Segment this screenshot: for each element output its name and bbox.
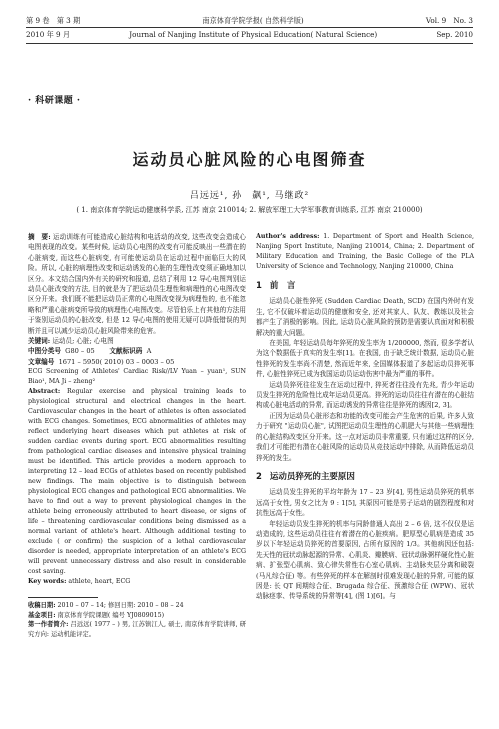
intro-paragraph-2: 在美国, 年轻运动员每年猝死的发生率为 1/200000, 然而, 很多学者认为这个数据低于真实的发生率[1]。在我国, 由于缺乏统计数据, 运动员心脏性猝死的发生率尚不清楚, 然而近年来, 全国媒体报道了多起运动员猝死事件, 心脏性猝死已成为我国运动员运动伤害中最为严重的事件。 xyxy=(256,339,474,379)
fund-label: 基金项目: xyxy=(28,611,56,619)
date-cn: 2010 年 9 月 xyxy=(26,30,71,39)
header-row-top xyxy=(26,16,473,26)
running-header xyxy=(26,16,473,46)
doccode-value: A xyxy=(146,347,152,356)
right-column xyxy=(256,232,474,602)
first-author-bio xyxy=(28,620,246,639)
footnote-rule xyxy=(28,597,98,598)
intro-paragraph-3: 运动员猝死往往发生在运动过程中, 猝死者往往没有先兆, 青少年运动员发生猝死的危险性比成年运动员更高。猝死的运动员往往有潜在的心脏结构或心脏电活动的异常, 而运动诱发的异常往往是猝死的诱因[2, 3]。 xyxy=(256,380,474,410)
keywords-en-text: athlete, heart, ECG xyxy=(68,578,131,586)
articleno-label: 文章编号 xyxy=(28,357,55,366)
author-bio-label: 第一作者简介: xyxy=(28,621,69,629)
abstract-label: 摘 要: xyxy=(28,233,51,241)
classification-row xyxy=(28,346,246,356)
intro-paragraph-4: 正因为运动员心脏形态和功能的改变可能会产生危害的后果, 许多人致力于研究 "运动员心脏", 试图把运动员生理性的心肌肥大与其他一些病理性的心脏结构改变区分开来。这一点对运动员非常重要, 只有通过这样的区分, 我们才可能把有潜在心脏风险的运动员从竞技运动中排除, 从而降低运动员猝死的发生。 xyxy=(256,411,474,462)
articleno-value: 1671 – 5950( 2010) 03 – 0003 – 05 xyxy=(58,357,175,366)
journal-name-en: Journal of Nanjing Institute of Physical Education( Natural Science) xyxy=(129,30,378,39)
section-number-2: 2 xyxy=(256,471,262,482)
author-bio-value: 吕远远( 1977 – ) 男, 江苏镇江人, 硕士, 南京体育学院讲师, 研究方向: 运动机能评定。 xyxy=(28,621,246,639)
affiliation: ( 1. 南京体育学院运动健康科学系, 江苏 南京 210014; 2. 解放军理工大学军事教育训练系, 江苏 南京 210000) xyxy=(76,206,423,214)
causes-paragraph-2: 年轻运动员发生猝死的机率与同龄普通人高出 2 – 6 倍, 这不仅仅是运动造成的, 这些运动员往往有着潜在的心脏疾病。肥厚型心肌病是造成 35 岁以下年轻运动员猝死的首要原因, 占所有原因的 1/3。其他病因还包括: 先天性的冠状动脉起源的异常、心肌炎、瓣膜病、冠状动脉粥样硬化性心脏病、扩张型心肌病、致心律失常性右心室心肌病、主动脉夹层分离和破裂 (马凡综合征) 等。有些猝死的样本在解剖时很难发现心脏的异常, 可能的原因是: 长 QT 间期综合征、Brugada 综合征、预激综合征 (WPW)、冠状动脉痉挛、传导系统的异常等[4], (图 1)[6]。与 xyxy=(256,519,474,601)
column-tag: · 科研课题 · xyxy=(28,96,81,106)
section-number-1: 1 xyxy=(256,281,262,291)
section-title-2: 运动员猝死的主要原因 xyxy=(269,471,355,482)
abstract-en-label: Abstract: xyxy=(28,388,61,396)
intro-paragraph-1: 运动员心脏性猝死 (Sudden Cardiac Death, SCD) 在国内外时有发生, 它不仅破坏着运动员的健康和安全, 还对其家人、队友、教练以及社会都产生了消极的影响。因此, 运动员心脏风险的预防是需要认真面对和积极解决的重大问题。 xyxy=(256,297,474,337)
abstract-en-text: Regular exercise and physical training leads to physiological structural and electrical changes in the heart. Cardiovascular changes in the heart of athletes is often associated with ECG changes. Sometimes, ECG abnormalities of athletes may reflect underlying heart diseases which put athletes at risk of sudden cardiac events during sport. ECG abnormalities resulting from pathological cardiac diseases and intensive physical training must be identified. This article provides a modern approach to interpreting 12 – lead ECGs of athletes based on recently published new findings. The main objective is to distinguish between physiological ECG changes and pathological ECG abnormalities. We have to find out a way to prevent physiological changes in the athlete being erroneously attributed to heart disease, or signs of life – threatening cardiovascular conditions being dismissed as a normal variant of athlete's heart. Although additional testing to exclude ( or confirm) the suspicion of a lethal cardiovascular disorder is needed, appropriate interpretation of an athlete's ECG will prevent unnecessary distress and also result in considerable cost saving. xyxy=(28,388,246,576)
abstract-text: 运动训练有可能造成心脏结构和电活动的改变, 这些改变会造成心电图表现的改变。某些时候, 运动员心电图的改变有可能反映出一些潜在的心脏病变, 而这些心脏病变, 有可能使运动员在运动过程中面临巨大的风险。所以, 心脏的病理性改变和运动诱发的心脏的生理性改变须正确地加以区分。本文结合国内外有关的研究和报道, 总结了利用 12 导心电图判别运动员心脏改变的方法, 目的就是为了把运动员生理性和病理性的心电图改变区分开来。我们既不能把运动员正常的心电图改变视为病理性的, 也不能忽略和严重心脏病变所导致的病理性心电图改变。尽管伯乐上有其他的方法用于鉴别运动员的心脏改变, 但是 12 导心电图的使用无疑可以降低错误的判断并且可以减少运动员心脏风险带来的危害。 xyxy=(28,233,246,335)
fund-project xyxy=(28,611,246,621)
date-en: Sep. 2010 xyxy=(436,30,473,39)
volume-issue: 第 9 卷 第 3 期 xyxy=(26,16,81,25)
section-heading-2 xyxy=(256,472,474,482)
fund-value: 南京体育学院课题( 编号 YJ0809015) xyxy=(57,611,165,619)
clc-label: 中图分类号 xyxy=(28,347,61,356)
left-column xyxy=(28,232,246,640)
keywords-label: 关键词: xyxy=(28,337,51,346)
address-text: 1. Department of Sport and Health Science, Nanjing Sport Institute, Nanjing 210014, China; 2. Department of Military Education and Training, the Basic College of the PLA University of Science and Technology, Nanjing 210000, China xyxy=(256,233,474,270)
keywords-cn xyxy=(28,336,246,346)
english-title: ECG Screening of Athletes' Cardiac Risk//LV Yuan – yuan¹, SUN Biao¹, MA Ji – zheng² xyxy=(28,368,246,386)
article-number-row xyxy=(28,357,246,367)
keywords-en xyxy=(28,577,246,587)
header-rule-bottom xyxy=(26,43,473,44)
abstract-cn xyxy=(28,232,246,336)
header-row-bottom xyxy=(26,30,473,40)
author-address xyxy=(256,232,474,272)
keywords-en-label: Key words: xyxy=(28,578,67,586)
section-heading-1 xyxy=(256,281,474,291)
article-title: 运动员心脏风险的心电图筛查 xyxy=(132,150,367,169)
doccode-label: 文献标识码 xyxy=(109,347,143,356)
received-date xyxy=(28,601,246,611)
received-label: 收稿日期: xyxy=(28,602,56,610)
header-rule-top xyxy=(26,27,473,28)
journal-name-cn: 南京体育学院学报( 自然科学版) xyxy=(202,16,304,25)
address-label: Author's address: xyxy=(256,233,320,240)
received-value: 2010 – 07 – 14; 修回日期: 2010 – 08 – 24 xyxy=(57,602,184,610)
volume-issue-en: Vol. 9 No. 3 xyxy=(425,16,473,25)
keywords-text: 运动员; 心脏; 心电图 xyxy=(52,337,114,346)
clc-value: G80 – 05 xyxy=(65,347,95,356)
abstract-en xyxy=(28,387,246,577)
section-title-1: 前 言 xyxy=(269,281,296,291)
author-list: 吕远远¹, 孙 飙¹, 马继政² xyxy=(189,191,310,201)
causes-paragraph-1: 运动员发生猝死的平均年龄为 17 – 23 岁[4], 男性运动员猝死的机率远高于女性, 男女之比为 9 : 1[5], 其原因可能是男子运动的剧烈程度和对抗性远高于女性。 xyxy=(256,488,474,518)
